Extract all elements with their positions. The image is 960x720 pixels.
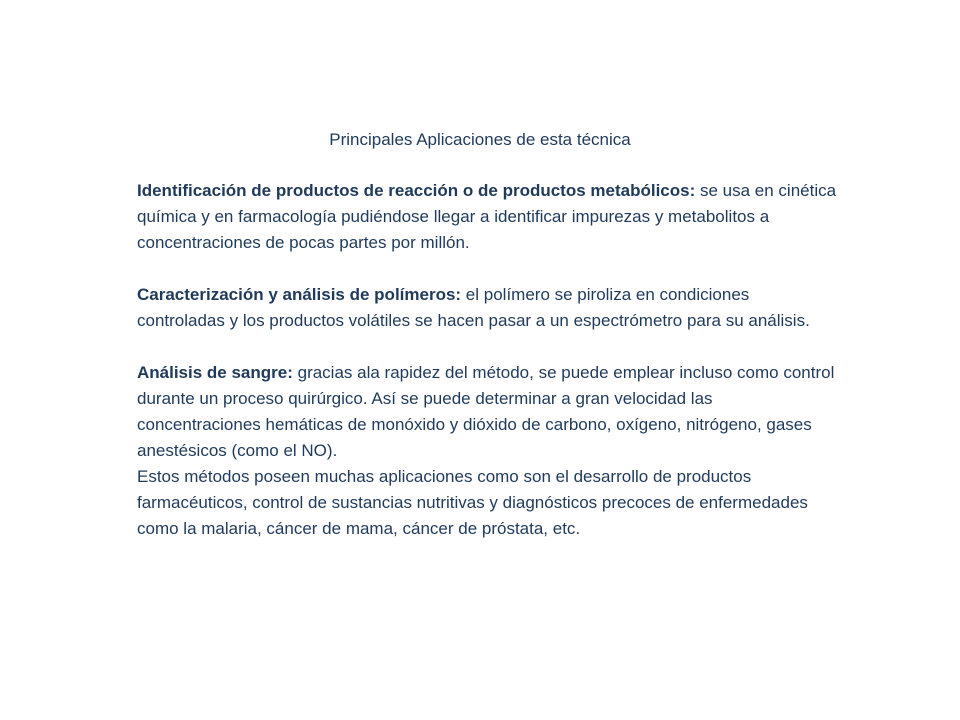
slide-title: Principales Aplicaciones de esta técnica <box>329 130 631 149</box>
paragraph-text: Estos métodos poseen muchas aplicaciones como son el desarrollo de productos farmacéuticos, control de sustancias nutritivas y diagnósticos precoces de enfermedades como la malaria, cáncer de mama, cáncer de próstata, etc. <box>137 467 808 538</box>
slide-body <box>137 178 837 542</box>
paragraph-polymers <box>137 282 837 334</box>
paragraph-heading: Caracterización y análisis de polímeros: <box>137 285 462 304</box>
paragraph-summary <box>137 464 837 542</box>
paragraph-text: se usa en cinética química y en farmacología pudiéndose llegar a identificar impurezas y metabolitos a concentraciones de pocas partes por millón. <box>137 181 837 252</box>
paragraph-heading: Análisis de sangre: <box>137 363 293 382</box>
paragraph-heading: Identificación de productos de reacción o de productos metabólicos: <box>137 181 696 200</box>
paragraph-identification <box>137 178 837 256</box>
paragraph-text: el polímero se piroliza en condiciones controladas y los productos volátiles se hacen pasar a un espectrómetro para su análisis. <box>137 285 810 330</box>
paragraph-text: gracias ala rapidez del método, se puede emplear incluso como control durante un proceso quirúrgico. Así se puede determinar a gran velocidad las concentraciones hemáticas de monóxido y dióxido de carbono, oxígeno, nitrógeno, gases anestésicos (como el NO). <box>137 363 835 460</box>
paragraph-blood-analysis <box>137 360 837 464</box>
